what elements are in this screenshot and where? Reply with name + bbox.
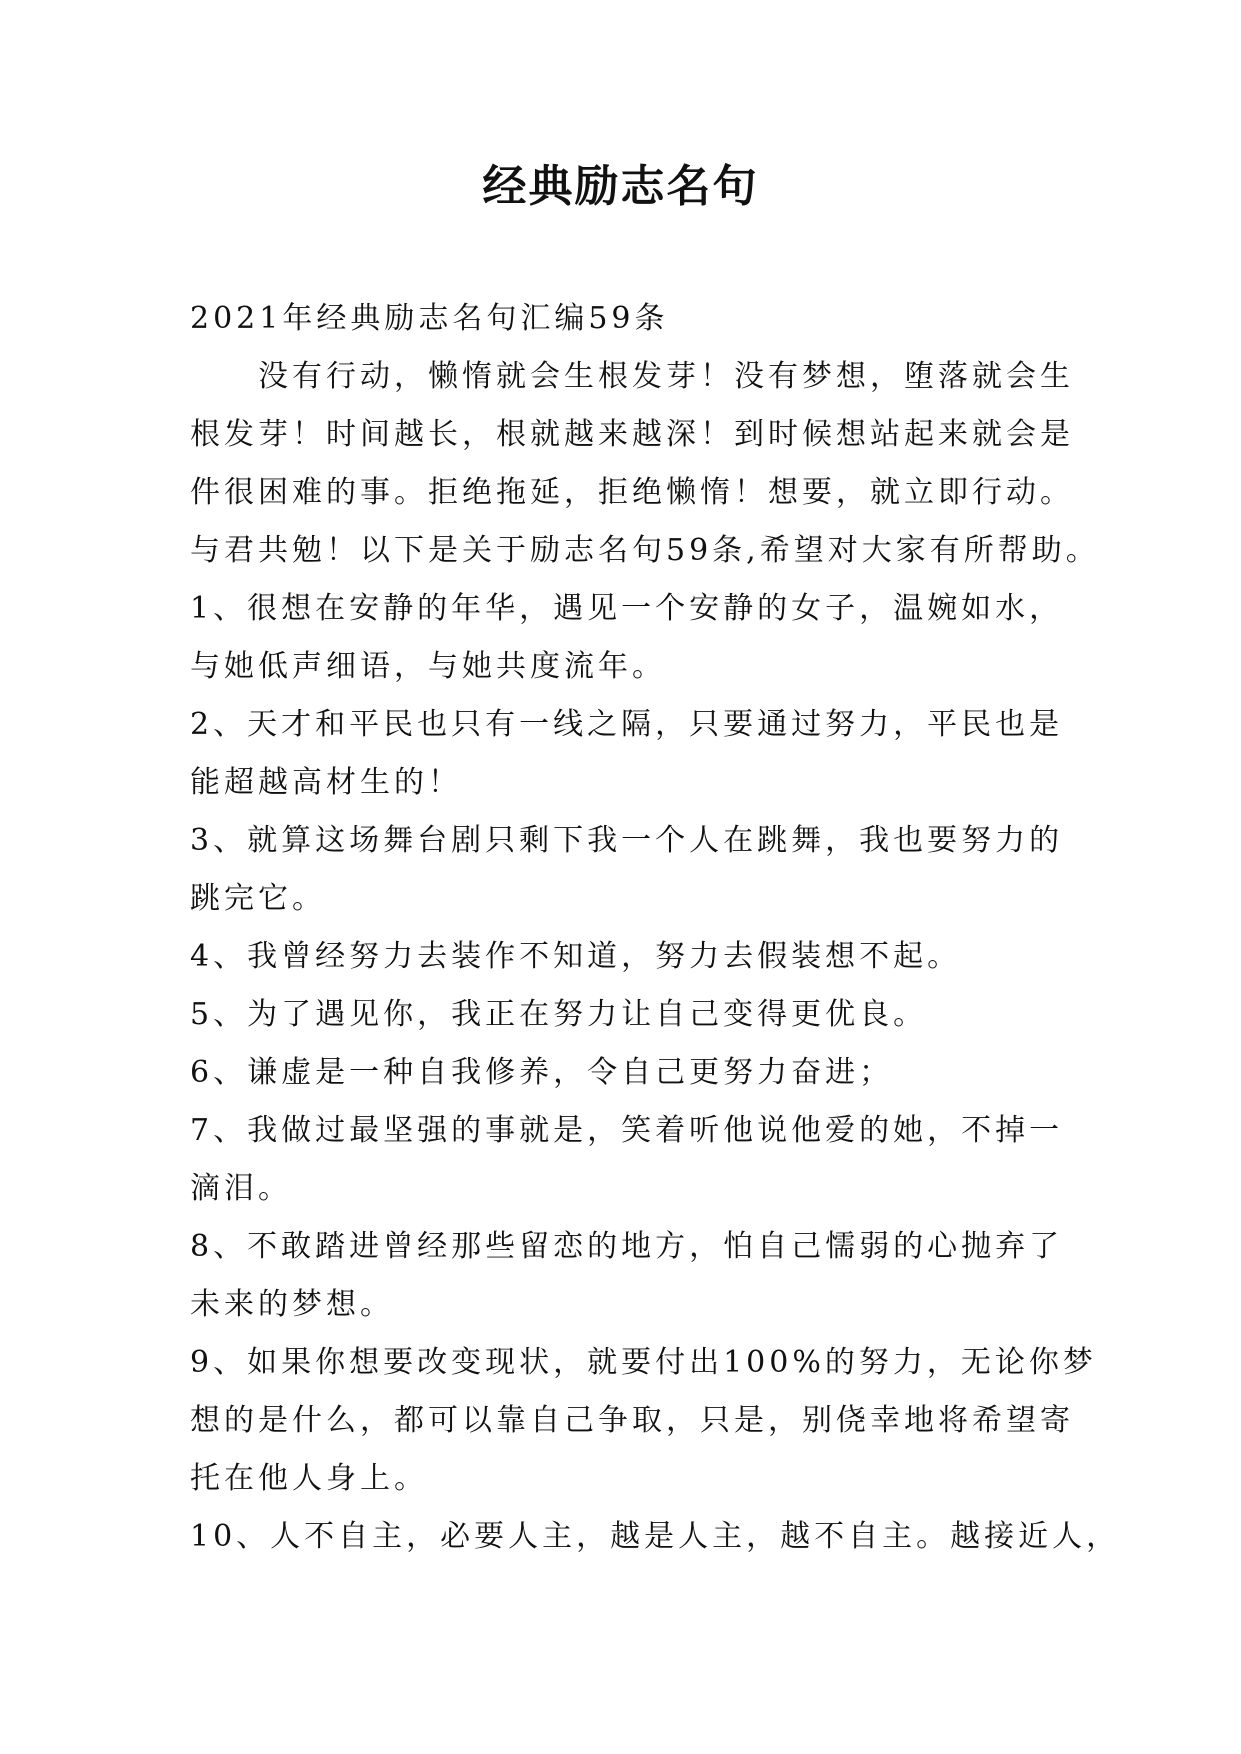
intro-line: 没有行动，懒惰就会生根发芽！没有梦想，堕落就会生 xyxy=(258,359,1074,394)
quote-item-1-line: 与她低声细语，与她共度流年。 xyxy=(190,649,666,684)
quote-item-8-line: 8、不敢踏进曾经那些留恋的地方，怕自己懦弱的心抛弃了 xyxy=(190,1229,1064,1264)
quote-item-2-line: 2、天才和平民也只有一线之隔，只要通过努力，平民也是 xyxy=(190,707,1064,742)
intro-line: 根发芽！时间越长，根就越来越深！到时候想站起来就会是 xyxy=(190,417,1074,452)
quote-item-7-line: 7、我做过最坚强的事就是，笑着听他说他爱的她，不掉一 xyxy=(190,1113,1064,1148)
document-title: 经典励志名句 xyxy=(482,161,759,212)
subtitle: 2021年经典励志名句汇编59条 xyxy=(190,301,669,336)
quote-item-9-line: 想的是什么，都可以靠自己争取，只是，别侥幸地将希望寄 xyxy=(190,1403,1074,1438)
intro-line: 件很困难的事。拒绝拖延，拒绝懒惰！想要，就立即行动。 xyxy=(190,475,1074,510)
document-body xyxy=(190,290,1121,1566)
quote-item-6-line: 6、谦虚是一种自我修养，令自己更努力奋进； xyxy=(190,1055,894,1090)
quote-item-7-line: 滴泪。 xyxy=(190,1171,292,1206)
quote-item-10-line: 10、人不自主，必要人主，越是人主，越不自主。越接近人， xyxy=(190,1519,1121,1554)
quote-item-3-line: 跳完它。 xyxy=(190,881,326,916)
quote-item-3-line: 3、就算这场舞台剧只剩下我一个人在跳舞，我也要努力的 xyxy=(190,823,1064,858)
quote-item-9-line: 托在他人身上。 xyxy=(190,1461,428,1496)
quote-item-4-line: 4、我曾经努力去装作不知道，努力去假装想不起。 xyxy=(190,939,962,974)
quote-item-2-line: 能超越高材生的！ xyxy=(190,765,462,800)
intro-line: 与君共勉！以下是关于励志名句59条,希望对大家有所帮助。 xyxy=(190,533,1100,568)
quote-item-8-line: 未来的梦想。 xyxy=(190,1287,394,1322)
quote-item-5-line: 5、为了遇见你，我正在努力让自己变得更优良。 xyxy=(190,997,928,1032)
quote-item-1-line: 1、很想在安静的年华，遇见一个安静的女子，温婉如水， xyxy=(190,591,1064,626)
quote-item-9-line: 9、如果你想要改变现状，就要付出100%的努力，无论你梦 xyxy=(190,1345,1097,1380)
